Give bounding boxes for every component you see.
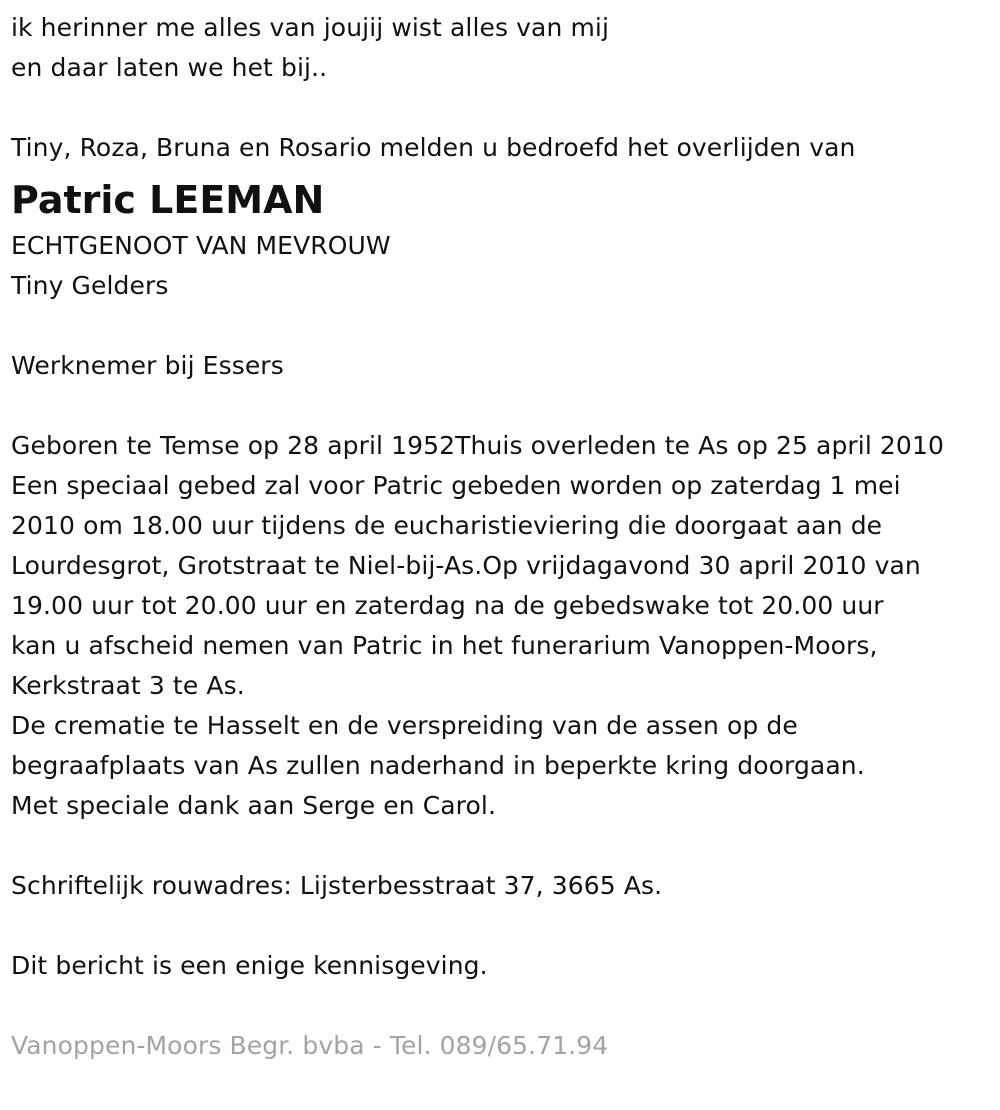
body-line: kan u afscheid nemen van Patric in het funerarium Vanoppen-Moors, — [11, 631, 878, 660]
body-line: 19.00 uur tot 20.00 uur en zaterdag na de gebedswake tot 20.00 uur — [11, 591, 884, 620]
obituary-notice — [11, 8, 996, 1066]
mourning-address: Schriftelijk rouwadres: Lijsterbesstraat 37, 3665 As. — [11, 871, 663, 900]
intro-line-1: ik herinner me alles van joujij wist alles van mij — [11, 13, 610, 42]
occupation-text: Werknemer bij Essers — [11, 351, 284, 380]
deceased-name: Patric LEEMAN — [11, 178, 325, 222]
body-line: De crematie te Hasselt en de verspreiding van de assen op de — [11, 711, 798, 740]
funeral-home-footer: Vanoppen-Moors Begr. bvba - Tel. 089/65.71.94 — [11, 1031, 609, 1060]
body-line: Lourdesgrot, Grotstraat te Niel-bij-As.Op vrijdagavond 30 april 2010 van — [11, 551, 921, 580]
spacer — [11, 306, 996, 346]
spacer — [11, 826, 996, 866]
spacer — [11, 386, 996, 426]
body-line: Geboren te Temse op 28 april 1952Thuis overleden te As op 25 april 2010 — [11, 431, 944, 460]
spouse-name: Tiny Gelders — [11, 271, 169, 300]
intro-line-2: en daar laten we het bij.. — [11, 53, 328, 82]
body-line: begraafplaats van As zullen naderhand in beperkte kring doorgaan. — [11, 751, 865, 780]
notice-text: Dit bericht is een enige kennisgeving. — [11, 951, 488, 980]
deceased-title: ECHTGENOOT VAN MEVROUW — [11, 231, 391, 260]
body-line: Met speciale dank aan Serge en Carol. — [11, 791, 496, 820]
body-line: 2010 om 18.00 uur tijdens de eucharistieviering die doorgaat aan de — [11, 511, 883, 540]
announcement-text: Tiny, Roza, Bruna en Rosario melden u bedroefd het overlijden van — [11, 133, 856, 162]
spacer — [11, 986, 996, 1026]
spacer — [11, 906, 996, 946]
body-line: Kerkstraat 3 te As. — [11, 671, 245, 700]
body-line: Een speciaal gebed zal voor Patric gebeden worden op zaterdag 1 mei — [11, 471, 901, 500]
spacer — [11, 88, 996, 128]
